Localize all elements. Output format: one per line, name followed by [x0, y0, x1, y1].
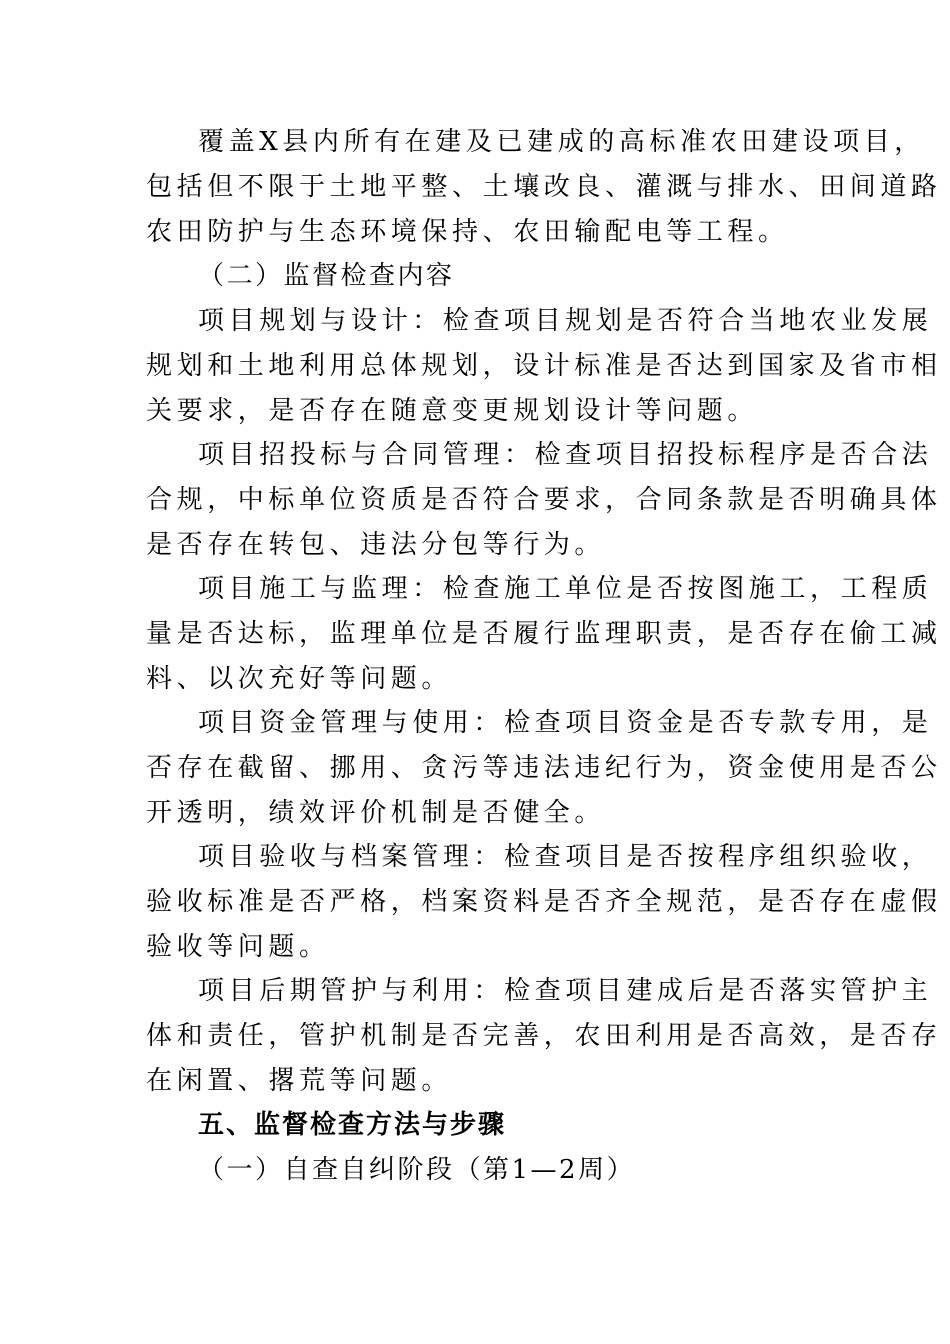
bidding-line-3: 是否存在转包、违法分包等行为。 [146, 530, 606, 560]
construction-line-2: 量是否达标，监理单位是否履行监理职责，是否存在偷工减 [146, 619, 942, 649]
maintenance-line-1: 项目后期管护与利用：检查项目建成后是否落实管护主 [198, 976, 933, 1006]
scope-line-2: 包括但不限于土地平整、土壤改良、灌溉与排水、田间道路 [146, 172, 942, 202]
acceptance-line-3: 验收等问题。 [146, 932, 330, 962]
subsection-1-heading: （一）自查自纠阶段（第1—2周） [198, 1155, 636, 1185]
maintenance-line-3: 在闲置、撂荒等问题。 [146, 1066, 453, 1096]
bidding-line-1: 项目招投标与合同管理：检查项目招投标程序是否合法 [198, 440, 933, 470]
funds-line-2: 否存在截留、挪用、贪污等违法违纪行为，资金使用是否公 [146, 753, 942, 783]
scope-line-1: 覆盖X县内所有在建及已建成的高标准农田建设项目， [198, 127, 925, 157]
construction-line-3: 料、以次充好等问题。 [146, 664, 453, 694]
planning-line-3: 关要求，是否存在随意变更规划设计等问题。 [146, 396, 759, 426]
acceptance-line-2: 验收标准是否严格，档案资料是否齐全规范，是否存在虚假 [146, 887, 942, 917]
funds-line-1: 项目资金管理与使用：检查项目资金是否专款专用，是 [198, 708, 933, 738]
bidding-line-2: 合规，中标单位资质是否符合要求，合同条款是否明确具体 [146, 485, 942, 515]
planning-line-1: 项目规划与设计：检查项目规划是否符合当地农业发展 [198, 306, 933, 336]
maintenance-line-2: 体和责任，管护机制是否完善，农田利用是否高效，是否存 [146, 1021, 942, 1051]
scope-line-3: 农田防护与生态环境保持、农田输配电等工程。 [146, 217, 789, 247]
construction-line-1: 项目施工与监理：检查施工单位是否按图施工，工程质 [198, 574, 933, 604]
planning-line-2: 规划和土地利用总体规划，设计标准是否达到国家及省市相 [146, 351, 942, 381]
acceptance-line-1: 项目验收与档案管理：检查项目是否按程序组织验收， [198, 842, 933, 872]
section-5-heading: 五、监督检查方法与步骤 [198, 1110, 507, 1140]
funds-line-3: 开透明，绩效评价机制是否健全。 [146, 798, 606, 828]
section-2-heading: （二）监督检查内容 [198, 261, 455, 291]
